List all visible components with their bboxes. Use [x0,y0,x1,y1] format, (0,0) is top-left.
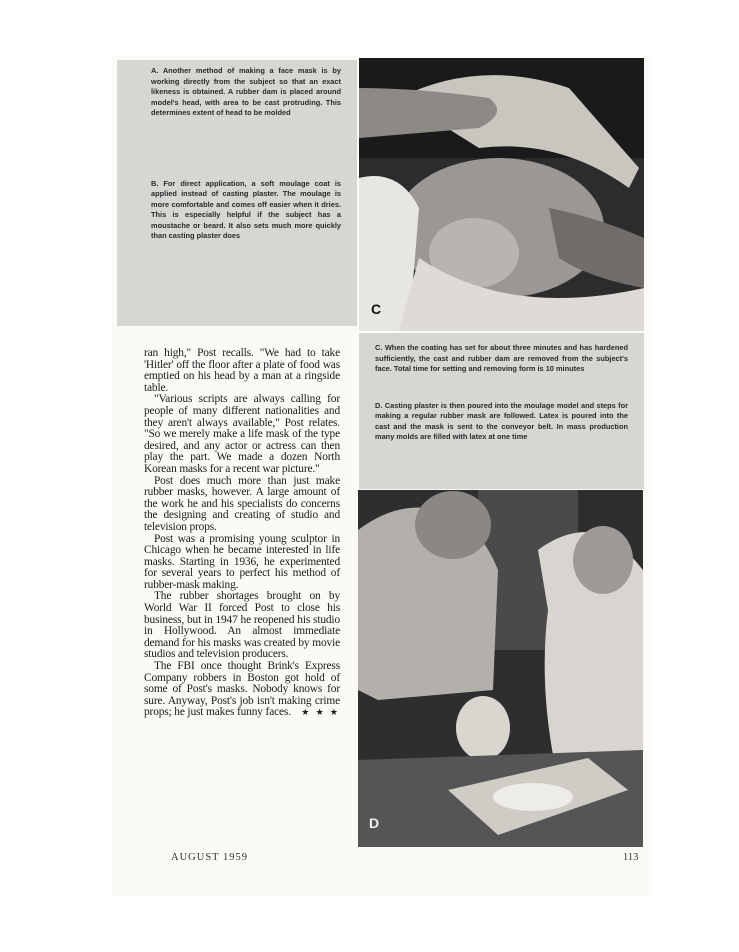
article-paragraph: Post does much more than just make rubber masks, however. A large amount of the work he and his specialists do concerns the designing and creating of studio and television props. [144,474,340,533]
caption-c: C. When the coating has set for about three minutes and has hardened sufficiently, the cast and rubber dam are removed from the subject's face. Total time for setting and removing form is 10 minutes [375,343,628,373]
caption-b: B. For direct application, a soft moulage coat is applied instead of casting plaster. The moulage is more comfortable and comes off easier when it dries. This is especially helpful if the subject has a moustache or beard. It also sets much more quickly than casting plaster does [151,178,341,240]
caption-block-ab [117,60,357,326]
caption-a: A. Another method of making a face mask is by working directly from the subject so that an exact likeness is obtained. A rubber dam is placed around model's head, with area to be cast protruding. This determines extent of head to be molded [151,66,341,117]
article-paragraph: "Various scripts are always calling for people of many different nationalities and they aren't always available," Post relates. "So we merely make a life mask of the type desired, and any actor or actress can then play the part. We made a dozen North Korean masks for a recent war picture." [144,393,340,475]
photo-c-face-cast [359,58,644,331]
end-mark: ★ ★ ★ [301,707,340,718]
article-paragraph [144,661,340,719]
page-number: 113 [623,852,639,863]
caption-block-cd [359,333,644,489]
photo-c-label: C [371,301,382,317]
photo-d-label: D [369,815,380,831]
article-paragraph: Post was a promising young sculptor in Chicago when he became interested in life masks. Starting in 1936, he experimented for several years to perfect his method of rubber-mask making. [144,532,340,591]
issue-date: AUGUST 1959 [171,852,249,863]
article-last-text: The FBI once thought Brink's Express Company robbers in Boston got hold of some of Post's masks. Nobody knows for sure. Anyway, Post's job isn't making crime props; he just makes funny faces. [144,660,340,719]
article-paragraph: The rubber shortages brought on by World War II forced Post to close his business, but in 1947 he reopened his studio in Hollywood. An almost immediate demand for his masks was created by movie studios and television producers. [144,590,340,661]
caption-d: D. Casting plaster is then poured into the moulage model and steps for making a regular rubber mask are followed. Latex is poured into the cast and the mask is sent to the conveyor belt. In mass production many molds are filled with latex at one time [375,400,628,441]
article-paragraph: ran high," Post recalls. "We had to take 'Hitler' off the floor after a plate of food was emptied on his head by a man at a ringside table. [144,347,340,394]
photo-d-casting [358,490,643,847]
article-column [144,348,340,719]
